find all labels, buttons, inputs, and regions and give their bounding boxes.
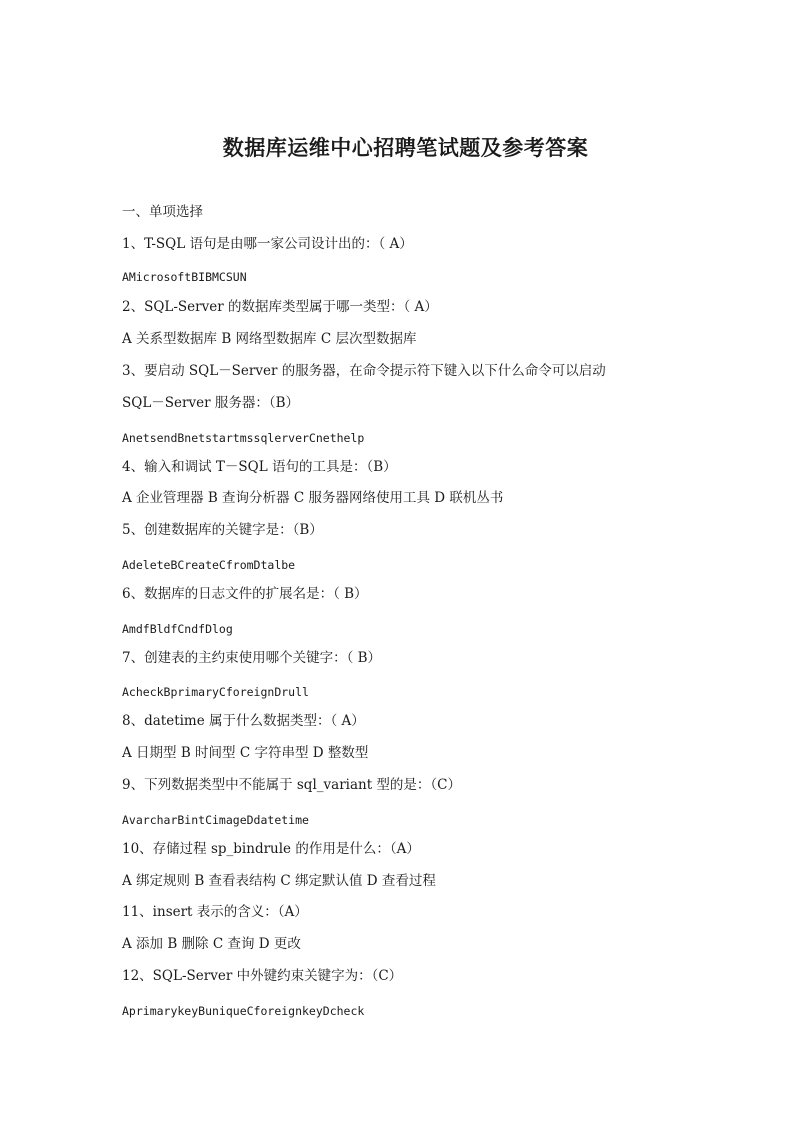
options-line: A 关系型数据库 B 网络型数据库 C 层次型数据库 xyxy=(122,331,417,347)
question-line: 7、创建表的主约束使用哪个关键字：（ B） xyxy=(122,650,382,666)
options-line: A 企业管理器 B 查询分析器 C 服务器网络使用工具 D 联机丛书 xyxy=(122,490,504,506)
question-line: 3、要启动 SQL－Server 的服务器，在命令提示符下键入以下什么命令可以启动 xyxy=(122,363,606,379)
question-line: 9、下列数据类型中不能属于 sql_variant 型的是：（C） xyxy=(122,777,462,793)
question-line: 12、SQL-Server 中外键约束关键字为：（C） xyxy=(122,968,403,984)
question-line: 4、输入和调试 T－SQL 语句的工具是：（B） xyxy=(122,459,397,475)
options-line: AMicrosoftBIBMCSUN xyxy=(122,270,247,284)
options-line: AdeleteBCreateCfromDtalbe xyxy=(122,558,296,572)
options-line: AcheckBprimaryCforeignDrull xyxy=(122,685,309,699)
question-line: 6、数据库的日志文件的扩展名是：（ B） xyxy=(122,586,368,602)
options-line: A 添加 B 删除 C 查询 D 更改 xyxy=(122,936,301,952)
question-line-continued: SQL－Server 服务器：（B） xyxy=(122,395,300,411)
question-line: 11、insert 表示的含义：（A） xyxy=(122,904,308,920)
question-line: 10、存储过程 sp_bindrule 的作用是什么：（A） xyxy=(122,841,420,857)
options-line: AvarcharBintCimageDdatetime xyxy=(122,813,309,827)
document-title: 数据库运维中心招聘笔试题及参考答案 xyxy=(222,135,589,160)
section-heading: 一、单项选择 xyxy=(122,204,203,220)
options-line: A 绑定规则 B 查看表结构 C 绑定默认值 D 查看过程 xyxy=(122,873,436,889)
question-line: 2、SQL-Server 的数据库类型属于哪一类型：（ A） xyxy=(122,299,438,315)
question-line: 8、datetime 属于什么数据类型：（ A） xyxy=(122,713,365,729)
options-line: AprimarykeyBuniqueCforeignkeyDcheck xyxy=(122,1004,365,1018)
options-line: AmdfBldfCndfDlog xyxy=(122,622,233,636)
options-line: AnetsendBnetstartmssqlerverCnethelp xyxy=(122,431,365,445)
options-line: A 日期型 B 时间型 C 字符串型 D 整数型 xyxy=(122,745,369,761)
question-line: 5、创建数据库的关键字是：（B） xyxy=(122,522,323,538)
question-line: 1、T-SQL 语句是由哪一家公司设计出的：（ A） xyxy=(122,236,413,252)
